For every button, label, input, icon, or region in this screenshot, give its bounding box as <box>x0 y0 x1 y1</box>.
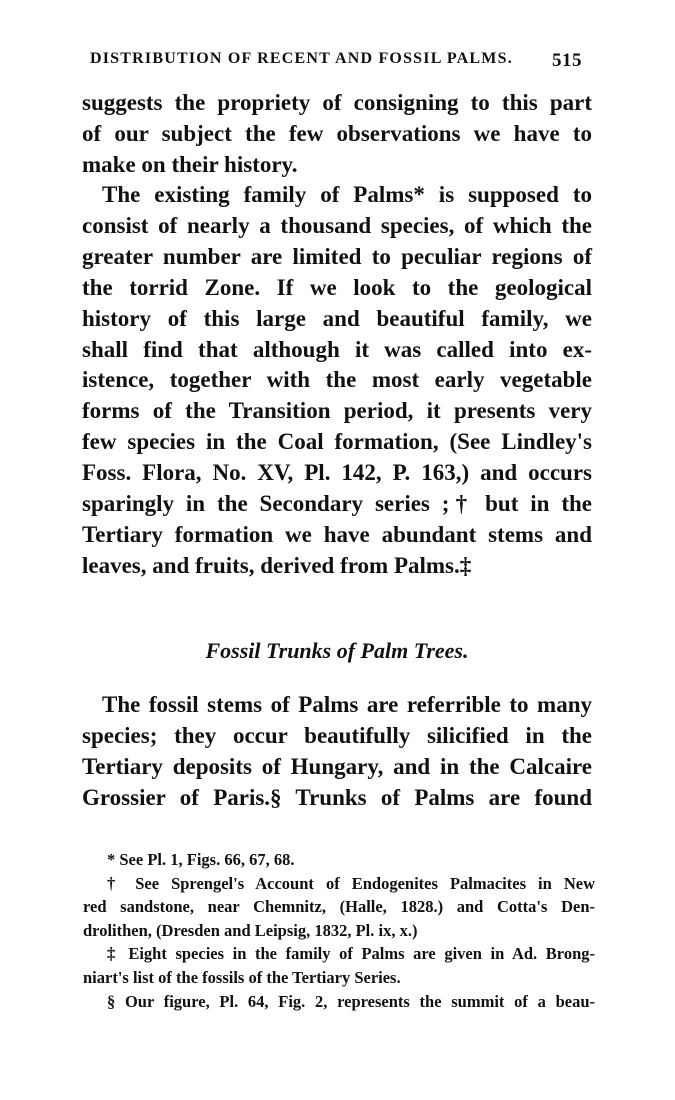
text-line: forms of the Transition period, it presents very <box>82 398 592 424</box>
paragraph-palm-family <box>82 180 592 582</box>
text-line: of our subject the few observations we have to <box>82 120 592 146</box>
text-line: Foss. Flora, No. XV, Pl. 142, P. 163,) and occurs <box>82 460 592 486</box>
footnote <box>95 990 595 1014</box>
footnote <box>95 848 595 872</box>
footnote-line: red sandstone, near Chemnitz, (Halle, 1828.) and Cotta's Den- <box>83 897 595 917</box>
text-line: Grossier of Paris.§ Trunks of Palms are found <box>82 784 592 810</box>
text-line: make on their history. <box>82 151 298 177</box>
running-title: DISTRIBUTION OF RECENT AND FOSSIL PALMS. <box>90 50 513 67</box>
footnote-line: † See Sprengel's Account of Endogenites Palmacites in New <box>107 873 595 893</box>
text-line: suggests the propriety of consigning to this part <box>82 90 592 115</box>
text-line: species; they occur beautifully silicified in the <box>82 722 592 748</box>
footnotes <box>83 848 595 1013</box>
page-number: 515 <box>552 50 582 71</box>
paragraph-continuation <box>82 88 592 181</box>
section-heading: Fossil Trunks of Palm Trees. <box>205 638 469 663</box>
text-line: istence, together with the most early vegetable <box>82 367 592 393</box>
footnote-line: § Our figure, Pl. 64, Fig. 2, represents the summit of a beau- <box>107 991 595 1011</box>
text-line: sparingly in the Secondary series ;† but in the <box>82 491 592 517</box>
footnote-line: niart's list of the fossils of the Tertiary Series. <box>83 967 401 987</box>
paragraph-fossil-stems <box>82 690 592 814</box>
text-line: leaves, and fruits, derived from Palms.‡ <box>82 552 472 578</box>
footnote <box>83 872 595 943</box>
text-line: Tertiary deposits of Hungary, and in the Calcaire <box>82 753 592 779</box>
text-line: The fossil stems of Palms are referrible to many <box>102 692 592 717</box>
running-head <box>90 50 582 72</box>
text-line: consist of nearly a thousand species, of which the <box>82 212 592 238</box>
text-line: history of this large and beautiful family, we <box>82 305 592 331</box>
text-line: The existing family of Palms* is supposed to <box>102 182 592 207</box>
text-line: the torrid Zone. If we look to the geological <box>82 274 592 300</box>
footnote-line: ‡ Eight species in the family of Palms are given in Ad. Brong- <box>107 944 595 964</box>
text-line: greater number are limited to peculiar regions of <box>82 243 592 269</box>
footnote-line: * See Pl. 1, Figs. 66, 67, 68. <box>107 850 295 869</box>
text-line: Tertiary formation we have abundant stems and <box>82 521 592 547</box>
text-line: shall find that although it was called into ex- <box>82 336 592 362</box>
footnote <box>83 942 595 989</box>
text-line: few species in the Coal formation, (See Lindley's <box>82 429 592 455</box>
footnote-line: drolithen, (Dresden and Leipsig, 1832, Pl. ix, x.) <box>83 920 418 940</box>
